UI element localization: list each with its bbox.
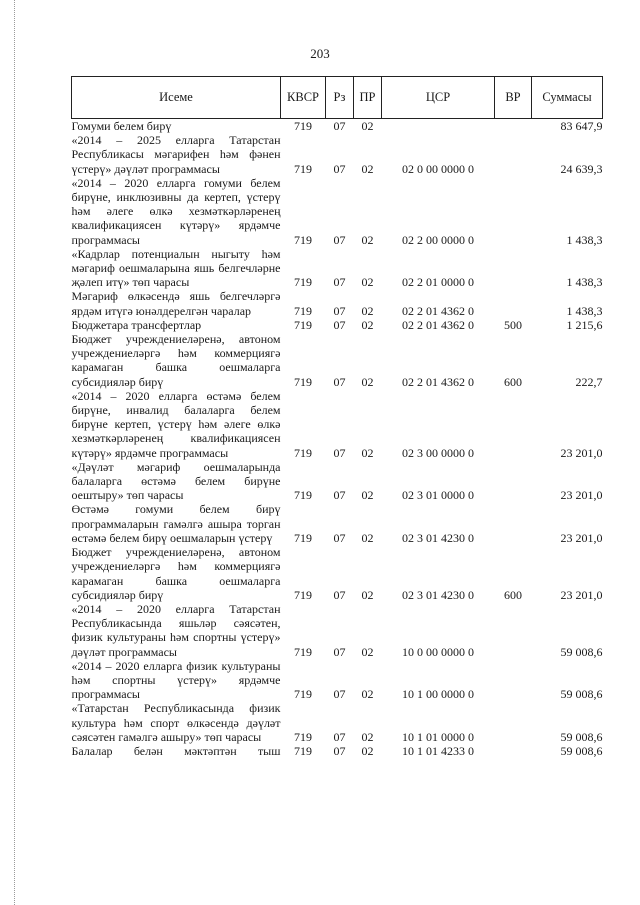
- row-vr: [495, 701, 532, 744]
- table-row: [72, 318, 603, 332]
- row-vr: 600: [504, 587, 522, 602]
- row-sum: 23 201,0: [560, 488, 603, 503]
- row-csr: 10 1 01 4233 0: [402, 743, 474, 758]
- row-vr: [495, 176, 532, 247]
- row-vr: [495, 744, 532, 758]
- row-sum: 59 008,6: [560, 644, 603, 659]
- row-name: Бюджетара трансфертлар: [71, 317, 202, 332]
- row-pr: 02: [361, 161, 374, 176]
- row-sum: 23 201,0: [560, 445, 603, 460]
- row-csr: 02 3 01 0000 0: [402, 488, 474, 503]
- row-csr: 02 2 01 0000 0: [402, 275, 474, 290]
- row-rz: 07: [333, 232, 346, 247]
- header-kvsr: КВСР: [281, 77, 326, 119]
- row-name: «Дәүләт мәгариф оешмаларында балаларга өстәмә белем бирүне оештыру» төп чарасы: [71, 459, 281, 503]
- row-csr: 02 3 00 0000 0: [402, 445, 474, 460]
- row-rz: 07: [333, 317, 346, 332]
- table-row: [72, 659, 603, 702]
- row-vr: [495, 133, 532, 176]
- row-sum: 83 647,9: [560, 119, 603, 133]
- row-vr: [495, 247, 532, 290]
- row-pr: 02: [361, 303, 374, 318]
- row-vr: [495, 119, 532, 134]
- row-rz: 07: [333, 445, 346, 460]
- row-name: Бюджет учреждениеләренә, автоном учреждениеләргә һәм коммерциягә карамаган башка оешмаларга субсидияләр бирү: [71, 332, 281, 389]
- row-vr: [495, 659, 532, 702]
- row-vr: [495, 502, 532, 545]
- row-csr: 02 2 01 4362 0: [402, 317, 474, 332]
- table-header-row: [72, 77, 603, 119]
- row-name: Бюджет учреждениеләренә, автоном учреждениеләргә һәм коммерциягә карамаган башка оешмаларга субсидияләр бирү: [71, 545, 281, 602]
- table-row: [72, 133, 603, 176]
- row-pr: 02: [361, 275, 374, 290]
- row-kvsr: 719: [294, 644, 312, 659]
- row-pr: 02: [361, 729, 374, 744]
- row-rz: 07: [333, 530, 346, 545]
- row-sum: 59 008,6: [560, 687, 603, 702]
- row-sum: 222,7: [575, 374, 603, 389]
- row-rz: 07: [333, 119, 346, 133]
- row-rz: 07: [333, 644, 346, 659]
- row-vr: [495, 602, 532, 659]
- header-vr: ВР: [495, 77, 532, 119]
- row-name: Балалар белән мәктәптән тыш: [71, 743, 281, 758]
- row-csr: 10 1 01 0000 0: [402, 729, 474, 744]
- row-sum: 24 639,3: [560, 161, 603, 176]
- row-pr: 02: [361, 530, 374, 545]
- row-csr: 10 0 00 0000 0: [402, 644, 474, 659]
- row-pr: 02: [361, 743, 374, 758]
- table-row: [72, 701, 603, 744]
- table-row: [72, 602, 603, 659]
- budget-table: [71, 76, 603, 758]
- scan-edge-line: [14, 0, 15, 905]
- row-pr: 02: [361, 445, 374, 460]
- row-rz: 07: [333, 374, 346, 389]
- row-kvsr: 719: [294, 374, 312, 389]
- row-vr: [495, 389, 532, 460]
- table-row: [72, 389, 603, 460]
- header-rz: Рз: [326, 77, 354, 119]
- row-sum: 1 438,3: [566, 275, 603, 290]
- row-pr: 02: [361, 374, 374, 389]
- table-row: [72, 247, 603, 290]
- header-sum: Суммасы: [532, 77, 603, 119]
- table-row: [72, 460, 603, 503]
- row-vr: [495, 460, 532, 503]
- row-pr: 02: [361, 687, 374, 702]
- row-name: «2014 – 2025 елларга Татарстан Республикасы мәгарифен һәм фәнен үстерү» дәүләт программасы: [71, 133, 281, 176]
- row-rz: 07: [333, 488, 346, 503]
- table-row: [72, 744, 603, 758]
- row-csr: 02 3 01 4230 0: [402, 530, 474, 545]
- row-sum: 59 008,6: [560, 743, 603, 758]
- row-pr: 02: [361, 119, 374, 133]
- row-kvsr: 719: [294, 303, 312, 318]
- row-sum: 1 215,6: [566, 317, 603, 332]
- row-kvsr: 719: [294, 729, 312, 744]
- row-csr: 02 0 00 0000 0: [402, 161, 474, 176]
- row-sum: 59 008,6: [560, 729, 603, 744]
- row-name: «Татарстан Республикасында физик культура һәм спорт өлкәсендә дәүләт сәясәтен гамәлгә ашыру» төп чарасы: [71, 701, 281, 744]
- row-csr: 02 2 01 4362 0: [402, 303, 474, 318]
- row-name: «2014 – 2020 елларга гомуми белем бирүне, инклюзивны да кертеп, үстерү һәм әлеге өлкә хезмәткәрләренең квалификациясен күтәрү» ярдәмче программасы: [71, 175, 281, 247]
- row-csr: 02 3 01 4230 0: [402, 587, 474, 602]
- row-kvsr: 719: [294, 232, 312, 247]
- table-row: [72, 289, 603, 317]
- row-csr: [382, 119, 495, 134]
- row-name: «2014 – 2020 елларга өстәмә белем бирүне, инвалид балаларга белем бирүне кертеп, үстерү һәм әлеге өлкә хезмәткәрләренең квалификациясен күтәрү» ярдәмче программасы: [71, 388, 281, 460]
- row-pr: 02: [361, 587, 374, 602]
- row-name: Мәгариф өлкәсендә яшь белгечләргә ярдәм итүгә юнәлдерелгән чаралар: [71, 289, 281, 318]
- row-kvsr: 719: [294, 488, 312, 503]
- row-rz: 07: [333, 729, 346, 744]
- row-pr: 02: [361, 488, 374, 503]
- row-sum: 23 201,0: [560, 587, 603, 602]
- row-kvsr: 719: [294, 687, 312, 702]
- header-pr: ПР: [354, 77, 382, 119]
- row-sum: 23 201,0: [560, 530, 603, 545]
- row-kvsr: 719: [294, 119, 312, 133]
- row-name: Гомуми белем бирү: [71, 119, 172, 133]
- row-rz: 07: [333, 161, 346, 176]
- row-rz: 07: [333, 275, 346, 290]
- row-sum: 1 438,3: [566, 303, 603, 318]
- row-csr: 10 1 00 0000 0: [402, 687, 474, 702]
- row-kvsr: 719: [294, 530, 312, 545]
- row-name: «2014 – 2020 елларга физик культураны һәм спортны үстерү» ярдәмче программасы: [71, 658, 281, 702]
- row-csr: 02 2 01 4362 0: [402, 374, 474, 389]
- row-kvsr: 719: [294, 445, 312, 460]
- table-row: [72, 332, 603, 389]
- header-name: Исеме: [72, 77, 281, 119]
- row-pr: 02: [361, 317, 374, 332]
- table-row: [72, 119, 603, 134]
- row-vr: 600: [504, 374, 522, 389]
- header-csr: ЦСР: [382, 77, 495, 119]
- row-sum: 1 438,3: [566, 232, 603, 247]
- row-kvsr: 719: [294, 161, 312, 176]
- row-vr: [495, 289, 532, 317]
- row-kvsr: 719: [294, 317, 312, 332]
- row-vr: 500: [504, 317, 522, 332]
- table-row: [72, 502, 603, 545]
- row-kvsr: 719: [294, 587, 312, 602]
- page-number: 203: [310, 46, 330, 61]
- row-name: Өстәмә гомуми белем бирү программаларын гамәлгә ашыра торган өстәмә белем бирү оешмаларын үстерү: [71, 502, 281, 545]
- row-pr: 02: [361, 644, 374, 659]
- row-name: «Кадрлар потенциалын ныгыту һәм мәгариф оешмаларына яшь белгечләрне җәлеп итү» төп чарасы: [71, 246, 281, 290]
- row-kvsr: 719: [294, 275, 312, 290]
- row-rz: 07: [333, 687, 346, 702]
- row-rz: 07: [333, 743, 346, 758]
- table-row: [72, 176, 603, 247]
- row-rz: 07: [333, 303, 346, 318]
- row-rz: 07: [333, 587, 346, 602]
- row-pr: 02: [361, 232, 374, 247]
- row-name: «2014 – 2020 елларга Татарстан Республикасында яшьләр сәясәтен, физик культураны һәм спортны үстерү» дәүләт программасы: [71, 601, 281, 659]
- row-kvsr: 719: [294, 743, 312, 758]
- row-csr: 02 2 00 0000 0: [402, 232, 474, 247]
- table-row: [72, 545, 603, 602]
